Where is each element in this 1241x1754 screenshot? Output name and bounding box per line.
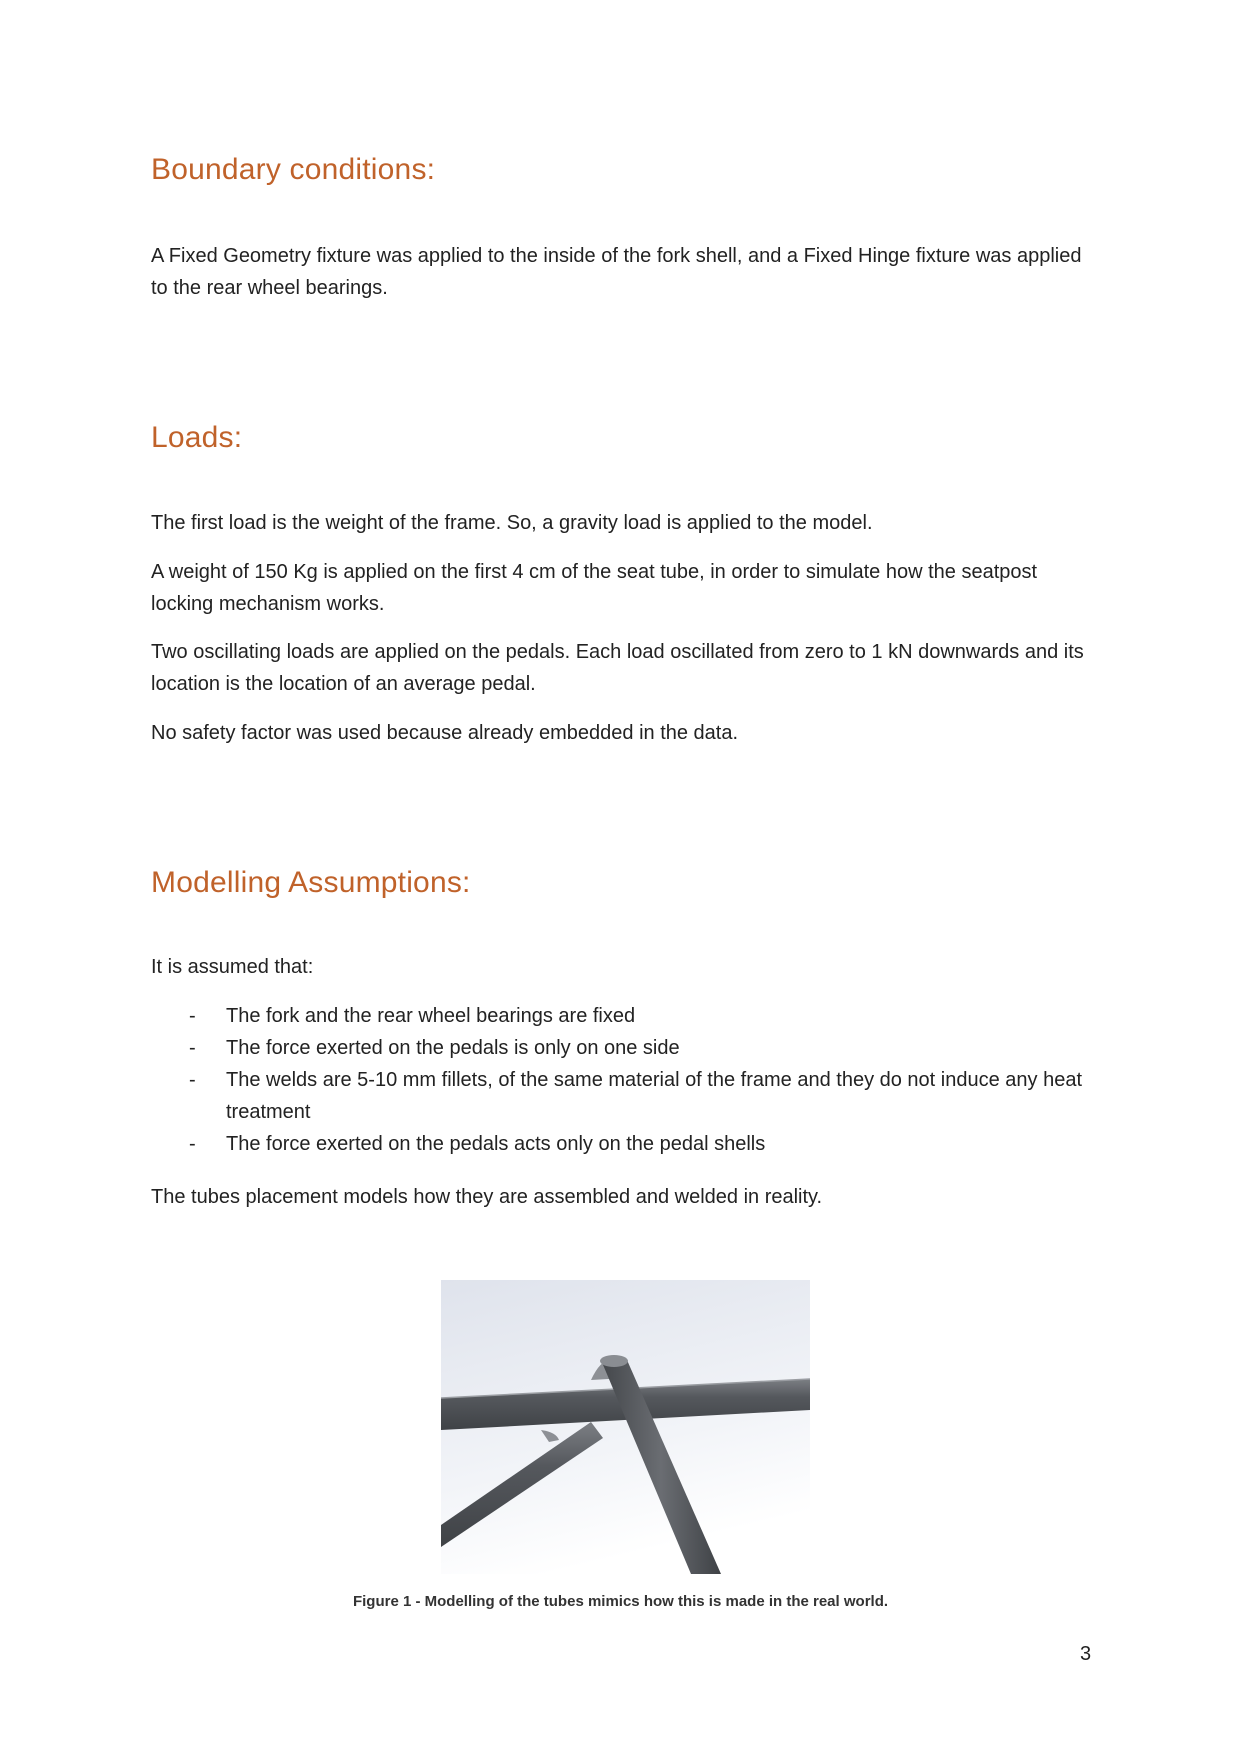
list-dash: - [189, 1069, 196, 1091]
page-number: 3 [1080, 1643, 1092, 1665]
figure-caption: Figure 1 - Modelling of the tubes mimics how this is made in the real world. [352, 1593, 889, 1610]
list-dash: - [189, 1005, 196, 1027]
list-item [151, 1064, 1101, 1128]
paragraph-modelling-intro: It is assumed that: [151, 956, 314, 978]
paragraph-boundary: A Fixed Geometry fixture was applied to the inside of the fork shell, and a Fixed Hinge fixture was applied to the rear wheel bearings. [151, 245, 1082, 299]
list-item-text: The welds are 5-10 mm fillets, of the same material of the frame and they do not induce any heat treatment [226, 1069, 1083, 1123]
list-item-text: The fork and the rear wheel bearings are fixed [226, 1005, 636, 1027]
paragraph-loads-1: The first load is the weight of the frame. So, a gravity load is applied to the model. [151, 512, 873, 534]
list-dash: - [189, 1133, 196, 1155]
paragraph-loads-4: No safety factor was used because already embedded in the data. [151, 722, 739, 744]
paragraph-loads-3: Two oscillating loads are applied on the pedals. Each load oscillated from zero to 1 kN downwards and its location is the location of an average pedal. [151, 641, 1084, 695]
list-dash: - [189, 1037, 196, 1059]
figure-tube-model [441, 1280, 810, 1574]
tube-render-illustration [441, 1280, 810, 1574]
heading-loads: Loads: [151, 421, 243, 454]
seat-tube-end [600, 1355, 628, 1367]
heading-boundary-conditions: Boundary conditions: [151, 153, 436, 186]
paragraph-loads-2: A weight of 150 Kg is applied on the first 4 cm of the seat tube, in order to simulate how the seatpost locking mechanism works. [151, 561, 1038, 615]
list-item [151, 1128, 1101, 1160]
heading-modelling-assumptions: Modelling Assumptions: [151, 866, 471, 899]
list-item-text: The force exerted on the pedals acts only on the pedal shells [226, 1133, 766, 1155]
assumptions-list [151, 1000, 1101, 1160]
list-item [151, 1032, 1101, 1064]
paragraph-modelling-conclusion: The tubes placement models how they are assembled and welded in reality. [151, 1186, 823, 1208]
list-item-text: The force exerted on the pedals is only on one side [226, 1037, 680, 1059]
list-item [151, 1000, 1101, 1032]
